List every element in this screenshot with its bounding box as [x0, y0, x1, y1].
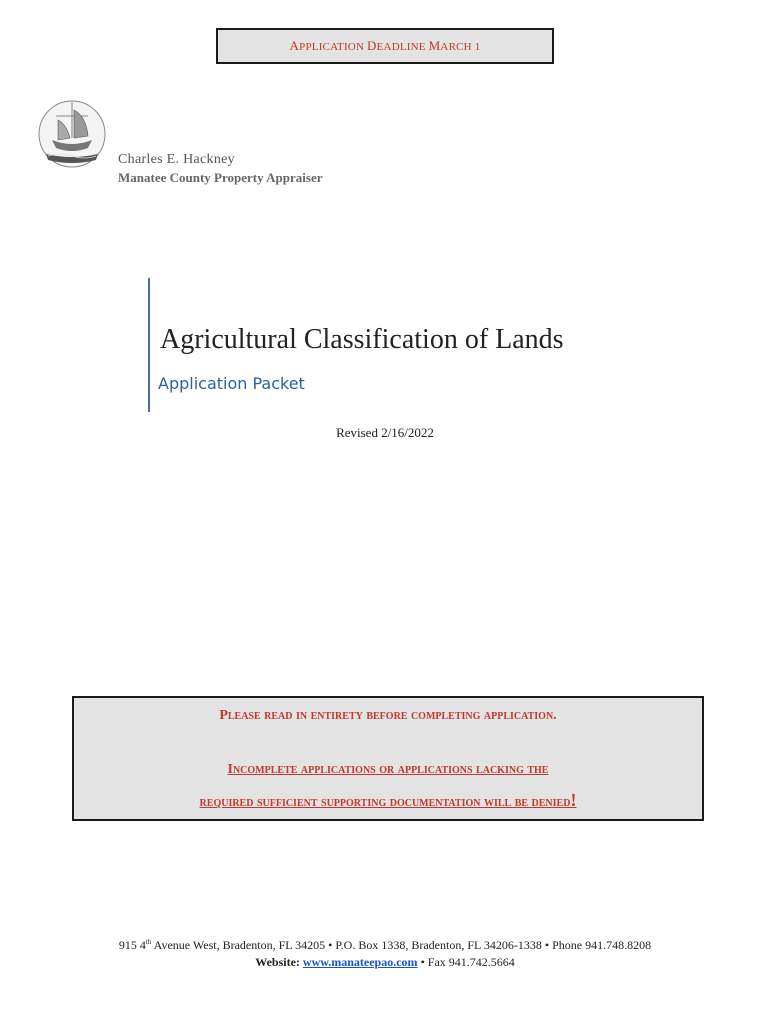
notice-line-denied: required sufficient supporting documentation will be denied! [199, 790, 577, 810]
document-title: Agricultural Classification of Lands [160, 324, 564, 355]
appraiser-title: Manatee County Property Appraiser [118, 170, 323, 185]
county-seal-logo [36, 98, 108, 170]
deadline-text: APPLICATION DEADLINE MARCH 1 [289, 38, 481, 53]
website-label: Website: [255, 955, 300, 969]
title-accent-bar [148, 278, 150, 412]
footer-address: 915 4th Avenue West, Bradenton, FL 34205 • P.O. Box 1338, Bradenton, FL 34206-1338 • Phone 941.748.8208 [118, 938, 652, 952]
revision-date: Revised 2/16/2022 [336, 425, 434, 440]
notice-box [72, 696, 704, 821]
application-deadline-box [216, 28, 554, 64]
notice-line-read-entirety: Please read in entirety before completing application. [219, 708, 557, 723]
notice-line-incomplete: Incomplete applications or applications lacking the [227, 762, 549, 777]
document-subtitle: Application Packet [158, 374, 305, 393]
footer-website-fax [0, 955, 770, 970]
website-link[interactable]: www.manateepao.com [302, 955, 418, 969]
fax-number: • Fax 941.742.5664 [417, 955, 515, 969]
appraiser-name: Charles E. Hackney [118, 152, 235, 167]
